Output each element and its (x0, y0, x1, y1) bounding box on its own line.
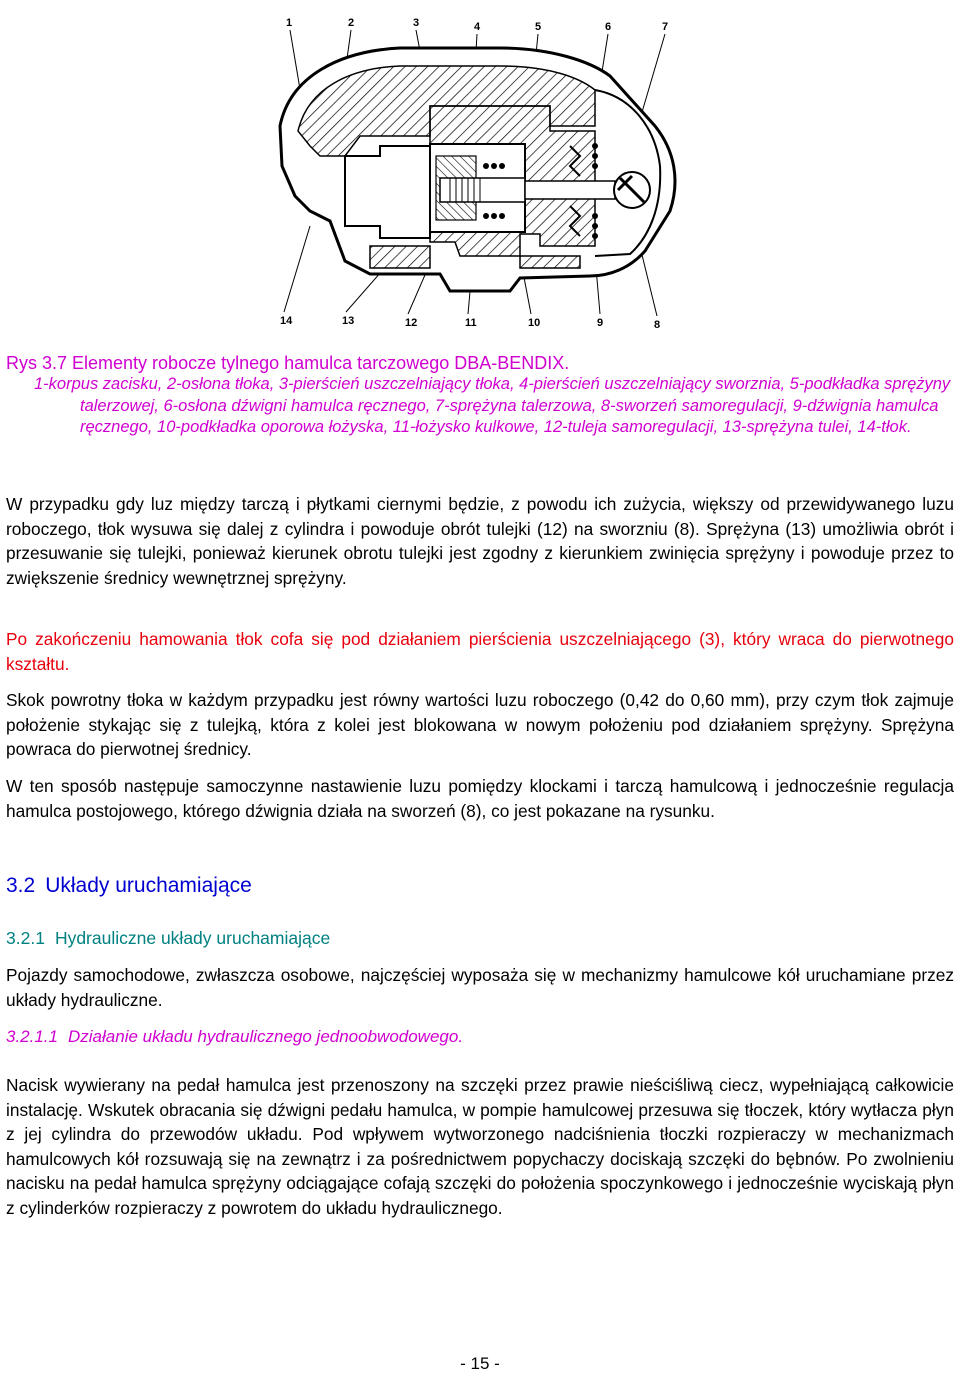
callout-1: 1 (286, 17, 293, 29)
section-heading-3-2 (6, 873, 954, 899)
caption-title: Rys 3.7 Elementy robocze tylnego hamulca tarczowego DBA-BENDIX. (6, 353, 570, 373)
page-number: - 15 - (460, 1354, 500, 1373)
paragraph-3: Skok powrotny tłoka w każdym przypadku jest równy wartości luzu roboczego (0,42 do 0,60 mm), przy czym tłok zajmuje położenie stykając się z tulejką, która z kolei jest blokowana w nowym położeniu pod działaniem sprężyny. Sprężyna powraca do pierwotnej średnicy. (6, 690, 954, 759)
paragraph-5: Pojazdy samochodowe, zwłaszcza osobowe, najczęściej wyposaża się w mechanizmy hamulcowe kół uruchamiane przez układy hydrauliczne. (6, 965, 954, 1010)
brake-caliper-figure (250, 6, 700, 336)
callout-9: 9 (597, 317, 604, 329)
callout-13: 13 (342, 315, 355, 327)
callout-8: 8 (654, 319, 661, 331)
paragraph-1-block (6, 492, 954, 590)
callout-14: 14 (280, 315, 293, 327)
callout-6: 6 (605, 21, 612, 33)
callout-5: 5 (535, 21, 542, 33)
paragraph-6: Nacisk wywierany na pedał hamulca jest przenoszony na szczęki przez prawie nieściśliwą ciecz, wypełniającą całkowicie instalację. Wskutek obracania się dźwigni pedału hamulca, w pompie hamulcowej przesuwa się tłoczek, który wytłacza płyn z jej cylindra do przewodów układu. Pod wpływem wytworzonego nadciśnienia tłoczki rozpieraczy w mechanizmach hamulcowych kół rozsuwają się na zewnątrz i za pośrednictwem popychaczy dociskają szczęki do bębnów. Po zwolnieniu nacisku na pedał hamulca sprężyny odciągające cofają szczęki do położenia spoczynkowego i jednocześnie wyciskają płyn z cylinderków rozpieraczy z powrotem do układu hydraulicznego. (6, 1075, 954, 1218)
section-heading-3-2-1 (6, 927, 954, 949)
heading-number: 3.2.1.1 (6, 1027, 58, 1046)
callout-2: 2 (348, 17, 355, 29)
callout-11: 11 (465, 317, 477, 329)
paragraph-6-block (6, 1073, 954, 1220)
paragraph-2-block (6, 627, 954, 676)
heading-text: Hydrauliczne układy uruchamiające (54, 928, 331, 948)
paragraph-2: Po zakończeniu hamowania tłok cofa się pod działaniem pierścienia uszczelniającego (3), który wraca do pierwotnego kształtu. (6, 629, 954, 674)
paragraph-5-block (6, 963, 954, 1012)
callout-3: 3 (413, 17, 420, 29)
callout-7: 7 (662, 21, 669, 33)
caption-description: 1-korpus zacisku, 2-osłona tłoka, 3-pierścień uszczelniający tłoka, 4-pierścień uszczelniający sworznia, 5-podkładka sprężyny talerzowej, 6-osłona dźwigni hamulca ręcznego, 7-sprężyna talerzowa, 8-sworzeń samoregulacji, 9-dźwignia hamulca ręcznego, 10-podkładka oporowa łożyska, 11-łożysko kulkowe, 12-tuleja samoregulacji, 13-sprężyna tulei, 14-tłok. (34, 375, 951, 436)
heading-text: Układy uruchamiające (45, 874, 252, 897)
section-heading-3-2-1-1 (6, 1026, 954, 1048)
heading-number: 3.2 (6, 874, 36, 897)
paragraph-4: W ten sposób następuje samoczynne nastawienie luzu pomiędzy klockami i tarczą hamulcową i jednocześnie regulacja hamulca postojowego, którego dźwignia działa na sworzeń (8), co jest pokazane na rysunku. (6, 776, 954, 821)
callout-12: 12 (405, 317, 418, 329)
figure-caption (6, 352, 954, 439)
callout-10: 10 (528, 317, 541, 329)
heading-text: Działanie układu hydraulicznego jednoobwodowego. (68, 1027, 464, 1046)
caliper-cross-section-drawing (250, 6, 700, 336)
paragraph-3-block (6, 688, 954, 762)
paragraph-1: W przypadku gdy luz między tarczą i płytkami ciernymi będzie, z powodu ich zużycia, większy od przewidywanego luzu roboczego, tłok wysuwa się dalej z cylindra i powoduje obrót tulejki (12) na sworzniu (8). Sprężyna (13) umożliwia obrót i przesuwanie się tulejki, ponieważ kierunek obrotu tulejki jest zgodny z kierunkiem zwinięcia sprężyny i powoduje przez to zwiększenie średnicy wewnętrznej sprężyny. (6, 494, 954, 588)
callout-4: 4 (474, 21, 481, 33)
paragraph-4-block (6, 774, 954, 823)
heading-number: 3.2.1 (6, 928, 45, 948)
